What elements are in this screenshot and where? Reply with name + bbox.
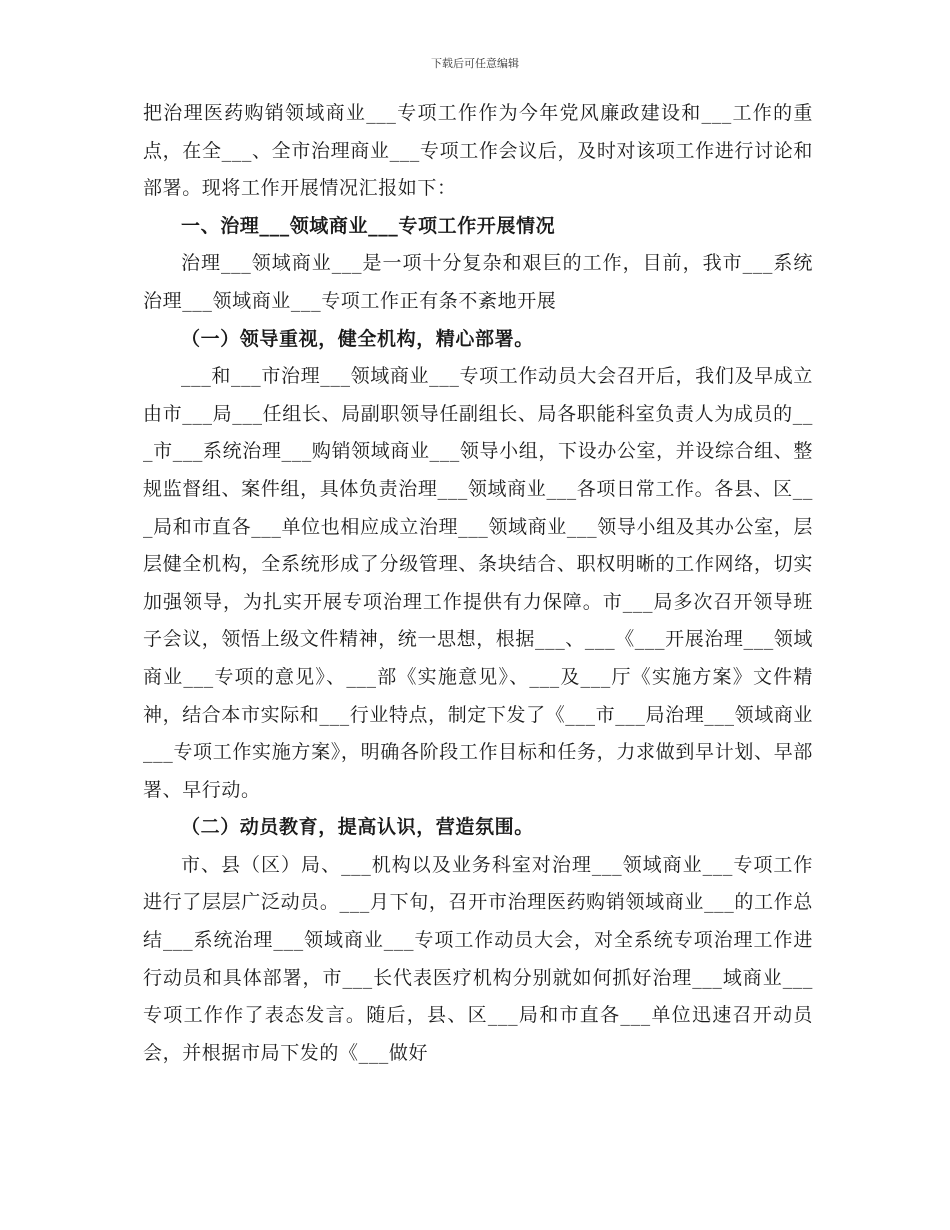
subsection-heading-1: （一）领导重视，健全机构，精心部署。 (181, 327, 534, 350)
paragraph-intro: 把治理医药购销领域商业___专项工作作为今年党风廉政建设和___工作的重点，在全___、全市治理商业___专项工作会议后，及时对该项工作进行讨论和部署。现将工作开展情况汇报如下： (143, 102, 813, 200)
paragraph-mobilization: 市、县（区）局、___机构以及业务科室对治理___领域商业___专项工作进行了层层广泛动员。___月下旬，召开市治理医药购销领域商业___的工作总结___系统治理___领域商业___专项工作动员大会，对全系统专项治理工作进行动员和具体部署，市___长代表医疗机构分别就如何抓好治理___域商业___专项工作作了表态发言。随后，县、区___局和市直各___单位迅速召开动员会，并根据市局下发的《___做好 (143, 853, 813, 1064)
paragraph-overview: 治理___领域商业___是一项十分复杂和艰巨的工作，目前，我市___系统治理___领域商业___专项工作正有条不紊地开展 (143, 252, 813, 312)
page-header: 下载后可任意编辑 (431, 57, 519, 70)
subsection-heading-2: （二）动员教育，提高认识，营造氛围。 (181, 816, 534, 839)
paragraph-leadership: ___和___市治理___领域商业___专项工作动员大会召开后，我们及早成立由市___局___任组长、局副职领导任副组长、局各职能科室负责人为成员的___市___系统治理___购销领域商业___领导小组，下设办公室，并设综合组、整规监督组、案件组，具体负责治理___领域商业___各项日常工作。各县、区___局和市直各___单位也相应成立治理___领域商业___领导小组及其办公室，层层健全机构，全系统形成了分级管理、条块结合、职权明晰的工作网络，切实加强领导，为扎实开展专项治理工作提供有力保障。市___局多次召开领导班子会议，领悟上级文件精神，统一思想，根据___、___《___开展治理___领域商业___专项的意见》、___部《实施意见》、___及___厅《实施方案》文件精神，结合本市实际和___行业特点，制定下发了《___市___局治理___领域商业___专项工作实施方案》，明确各阶段工作目标和任务，力求做到早计划、早部署、早行动。 (143, 365, 814, 801)
document-body (143, 95, 813, 1072)
section-heading-1: 一、治理___领域商业___专项工作开展情况 (181, 214, 556, 237)
